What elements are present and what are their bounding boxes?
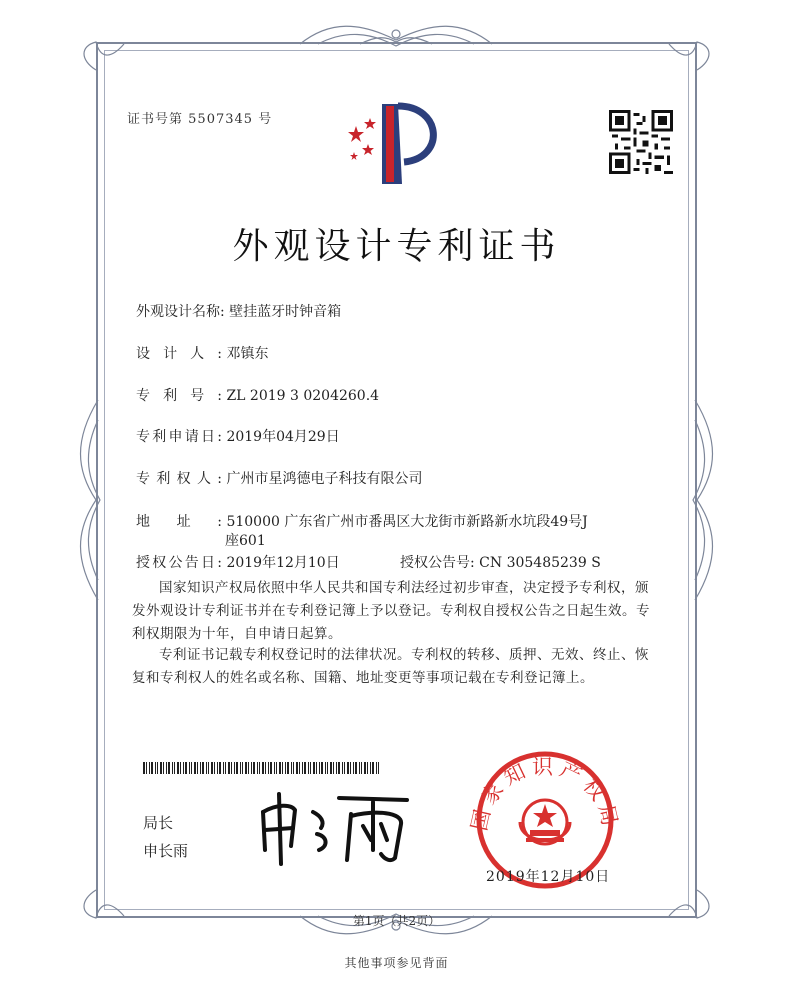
certificate-title: 外观设计专利证书 (232, 226, 561, 267)
design-name-label: 外观设计名称: (136, 304, 225, 320)
address-continuation (225, 530, 266, 550)
patent-number-value: ZL 2019 3 0204260.4 (226, 388, 380, 404)
signatory-name: 申长雨 (143, 842, 189, 860)
qr-code-icon (609, 110, 673, 174)
certificate-number-value: 5507345 (188, 112, 254, 127)
designer-value: 邓镇东 (226, 346, 269, 362)
page-number: 第1页（共2页） (352, 914, 441, 928)
address-row (136, 511, 588, 531)
footer-note: 其他事项参见背面 (344, 956, 449, 970)
grant-number-label: 授权公告号: (400, 555, 475, 571)
certificate-number-suffix: 号 (258, 112, 273, 127)
address-value-line1: 510000 广东省广州市番禺区大龙街市新路新水坑段49号J (226, 514, 588, 530)
barcode-icon (143, 762, 383, 774)
filing-date-label: 专利申请日: (136, 429, 222, 445)
body-paragraph-1: 国家知识产权局依照中华人民共和国专利法经过初步审查，决定授予专利权，颁发外观设计专利证书并在专利登记簿上予以登记。专利权自授权公告之日起生效。专利权期限为十年，自申请日起算。 (132, 580, 650, 642)
certificate-number (127, 108, 272, 127)
grant-date-value: 2019年12月10日 (226, 555, 340, 571)
filing-date-row (136, 426, 340, 446)
seal-text: 国家知识产权局 (467, 755, 623, 833)
body-paragraph-2: 专利证书记载专利权登记时的法律状况。专利权的转移、质押、无效、终止、恢复和专利权人的姓名或名称、国籍、地址变更等事项记载在专利登记簿上。 (132, 647, 649, 686)
handwritten-signature-icon (255, 788, 415, 868)
patentee-row (136, 468, 422, 488)
grant-date-row (136, 552, 340, 572)
design-name-value: 壁挂蓝牙时钟音箱 (229, 304, 342, 320)
address-label: 地址: (136, 514, 222, 530)
seal-date: 2019年12月10日 (486, 869, 611, 885)
patentee-value: 广州市星鸿德电子科技有限公司 (226, 471, 423, 487)
designer-label: 设计人: (136, 346, 222, 362)
grant-date-label: 授权公告日: (136, 555, 222, 571)
patent-number-label: 专利号: (136, 388, 222, 404)
filing-date-value: 2019年04月29日 (226, 429, 340, 445)
signatory-role: 局长 (143, 814, 174, 832)
address-value-line2: 座601 (225, 533, 266, 549)
certificate-number-label: 证书号第 (127, 112, 184, 127)
patentee-label: 专利权人: (136, 471, 222, 487)
designer-row (136, 343, 268, 363)
patent-number-row (136, 385, 379, 405)
grant-number-row (400, 552, 601, 572)
cnipa-logo-icon (342, 92, 452, 192)
design-name-row (136, 301, 341, 321)
grant-number-value: CN 305485239 S (479, 555, 601, 571)
